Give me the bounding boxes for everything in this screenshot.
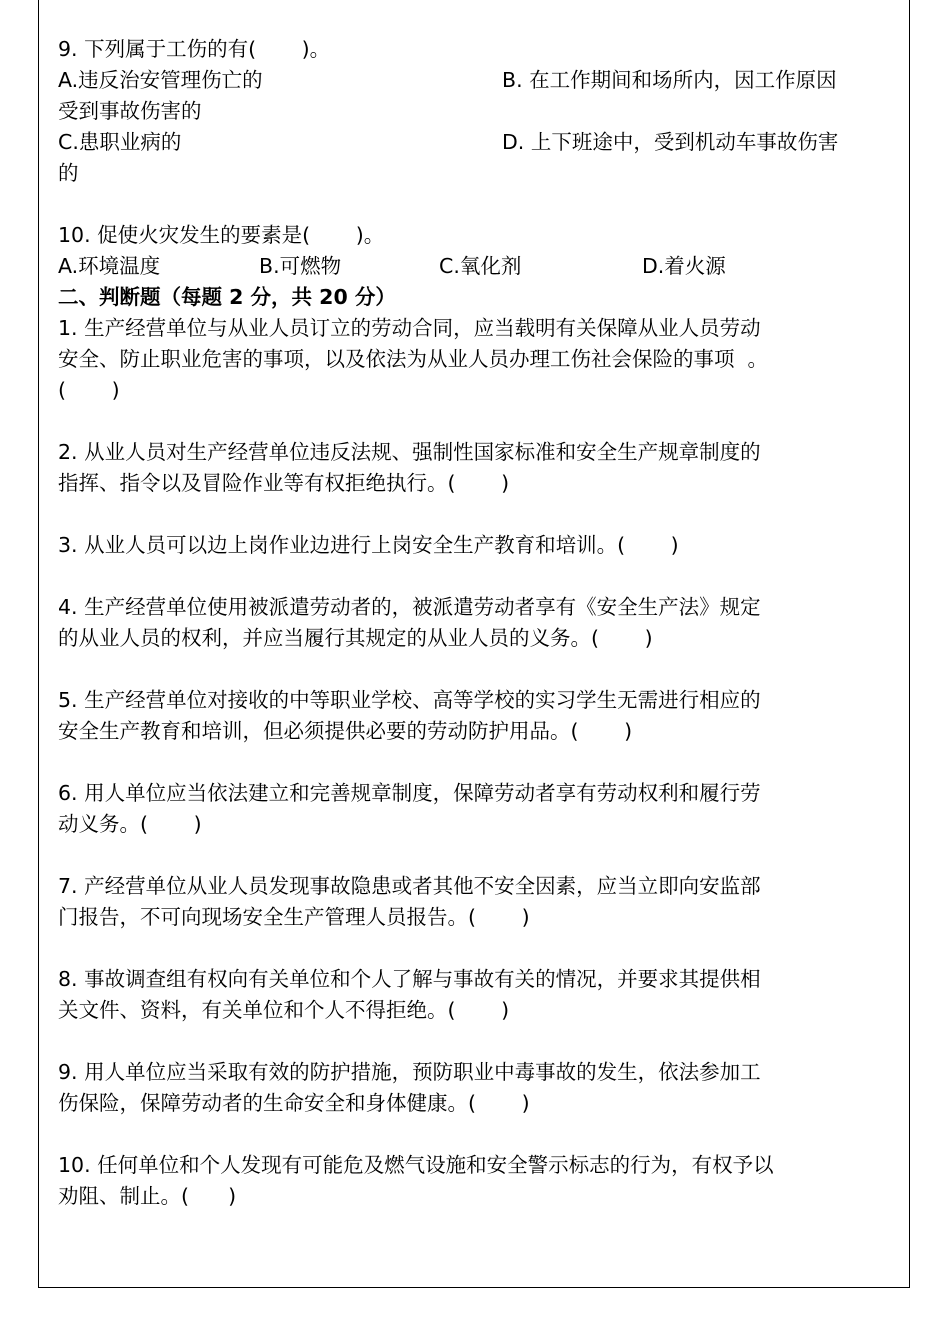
section-2-title: 二、判断题（每题 2 分，共 20 分）: [58, 285, 396, 309]
question-line: 6. 用人单位应当依法建立和完善规章制度，保障劳动者享有劳动权利和履行劳: [58, 781, 761, 805]
option-b-continued: 受到事故伤害的: [58, 99, 202, 123]
question-9-options-row-2: [58, 127, 898, 158]
question-line: 关文件、资料，有关单位和个人不得拒绝。( ): [58, 998, 510, 1022]
option-a: A.违反治安管理伤亡的: [58, 68, 263, 92]
judgment-question: [58, 964, 898, 1057]
question-9-options-row-1: [58, 65, 898, 96]
judgment-question: [58, 530, 898, 592]
question-line: 7. 产经营单位从业人员发现事故隐患或者其他不安全因素，应当立即向安监部: [58, 874, 761, 898]
question-10-stem: 10. 促使火灾发生的要素是( )。: [58, 223, 385, 247]
question-9-stem: 9. 下列属于工伤的有( )。: [58, 37, 331, 61]
judgment-question: [58, 1057, 898, 1150]
option-d: D.着火源: [642, 254, 726, 278]
question-line: 指挥、指令以及冒险作业等有权拒绝执行。( ): [58, 471, 510, 495]
option-b: B. 在工作期间和场所内，因工作原因: [502, 68, 837, 92]
judgment-question: [58, 592, 898, 685]
question-line: 的从业人员的权利，并应当履行其规定的从业人员的义务。( ): [58, 626, 653, 650]
question-line: 10. 任何单位和个人发现有可能危及燃气设施和安全警示标志的行为，有权予以: [58, 1153, 774, 1177]
question-line: 8. 事故调查组有权向有关单位和个人了解与事故有关的情况，并要求其提供相: [58, 967, 761, 991]
judgment-question: [58, 437, 898, 530]
judgment-question: [58, 313, 898, 437]
option-d-continued: 的: [58, 161, 79, 185]
question-10-options: [58, 251, 898, 282]
question-line: 4. 生产经营单位使用被派遣劳动者的，被派遣劳动者享有《安全生产法》规定: [58, 595, 761, 619]
question-line: 伤保险，保障劳动者的生命安全和身体健康。( ): [58, 1091, 530, 1115]
question-line: 动义务。( ): [58, 812, 202, 836]
option-a: A.环境温度: [58, 254, 161, 278]
judgment-question: [58, 871, 898, 964]
question-line: 门报告，不可向现场安全生产管理人员报告。( ): [58, 905, 530, 929]
option-c: C.患职业病的: [58, 130, 182, 154]
option-d: D. 上下班途中，受到机动车事故伤害: [502, 130, 839, 154]
question-line: 安全、防止职业危害的事项，以及依法为从业人员办理工伤社会保险的事项 。: [58, 347, 769, 371]
option-b: B.可燃物: [259, 254, 342, 278]
question-line: 5. 生产经营单位对接收的中等职业学校、高等学校的实习学生无需进行相应的: [58, 688, 761, 712]
question-line: 安全生产教育和培训，但必须提供必要的劳动防护用品。( ): [58, 719, 633, 743]
question-line: 3. 从业人员可以边上岗作业边进行上岗安全生产教育和培训。( ): [58, 533, 679, 557]
exam-content: [58, 34, 898, 1212]
question-line: 2. 从业人员对生产经营单位违反法规、强制性国家标准和安全生产规章制度的: [58, 440, 761, 464]
question-line: 劝阻、制止。( ): [58, 1184, 237, 1208]
question-line: ( ): [58, 378, 120, 402]
judgment-question: [58, 778, 898, 871]
question-line: 1. 生产经营单位与从业人员订立的劳动合同，应当载明有关保障从业人员劳动: [58, 316, 761, 340]
option-c: C.氧化剂: [439, 254, 522, 278]
judgment-question: [58, 685, 898, 778]
question-line: 9. 用人单位应当采取有效的防护措施，预防职业中毒事故的发生，依法参加工: [58, 1060, 761, 1084]
judgment-question: [58, 1150, 898, 1212]
judgment-questions: [58, 313, 898, 1212]
